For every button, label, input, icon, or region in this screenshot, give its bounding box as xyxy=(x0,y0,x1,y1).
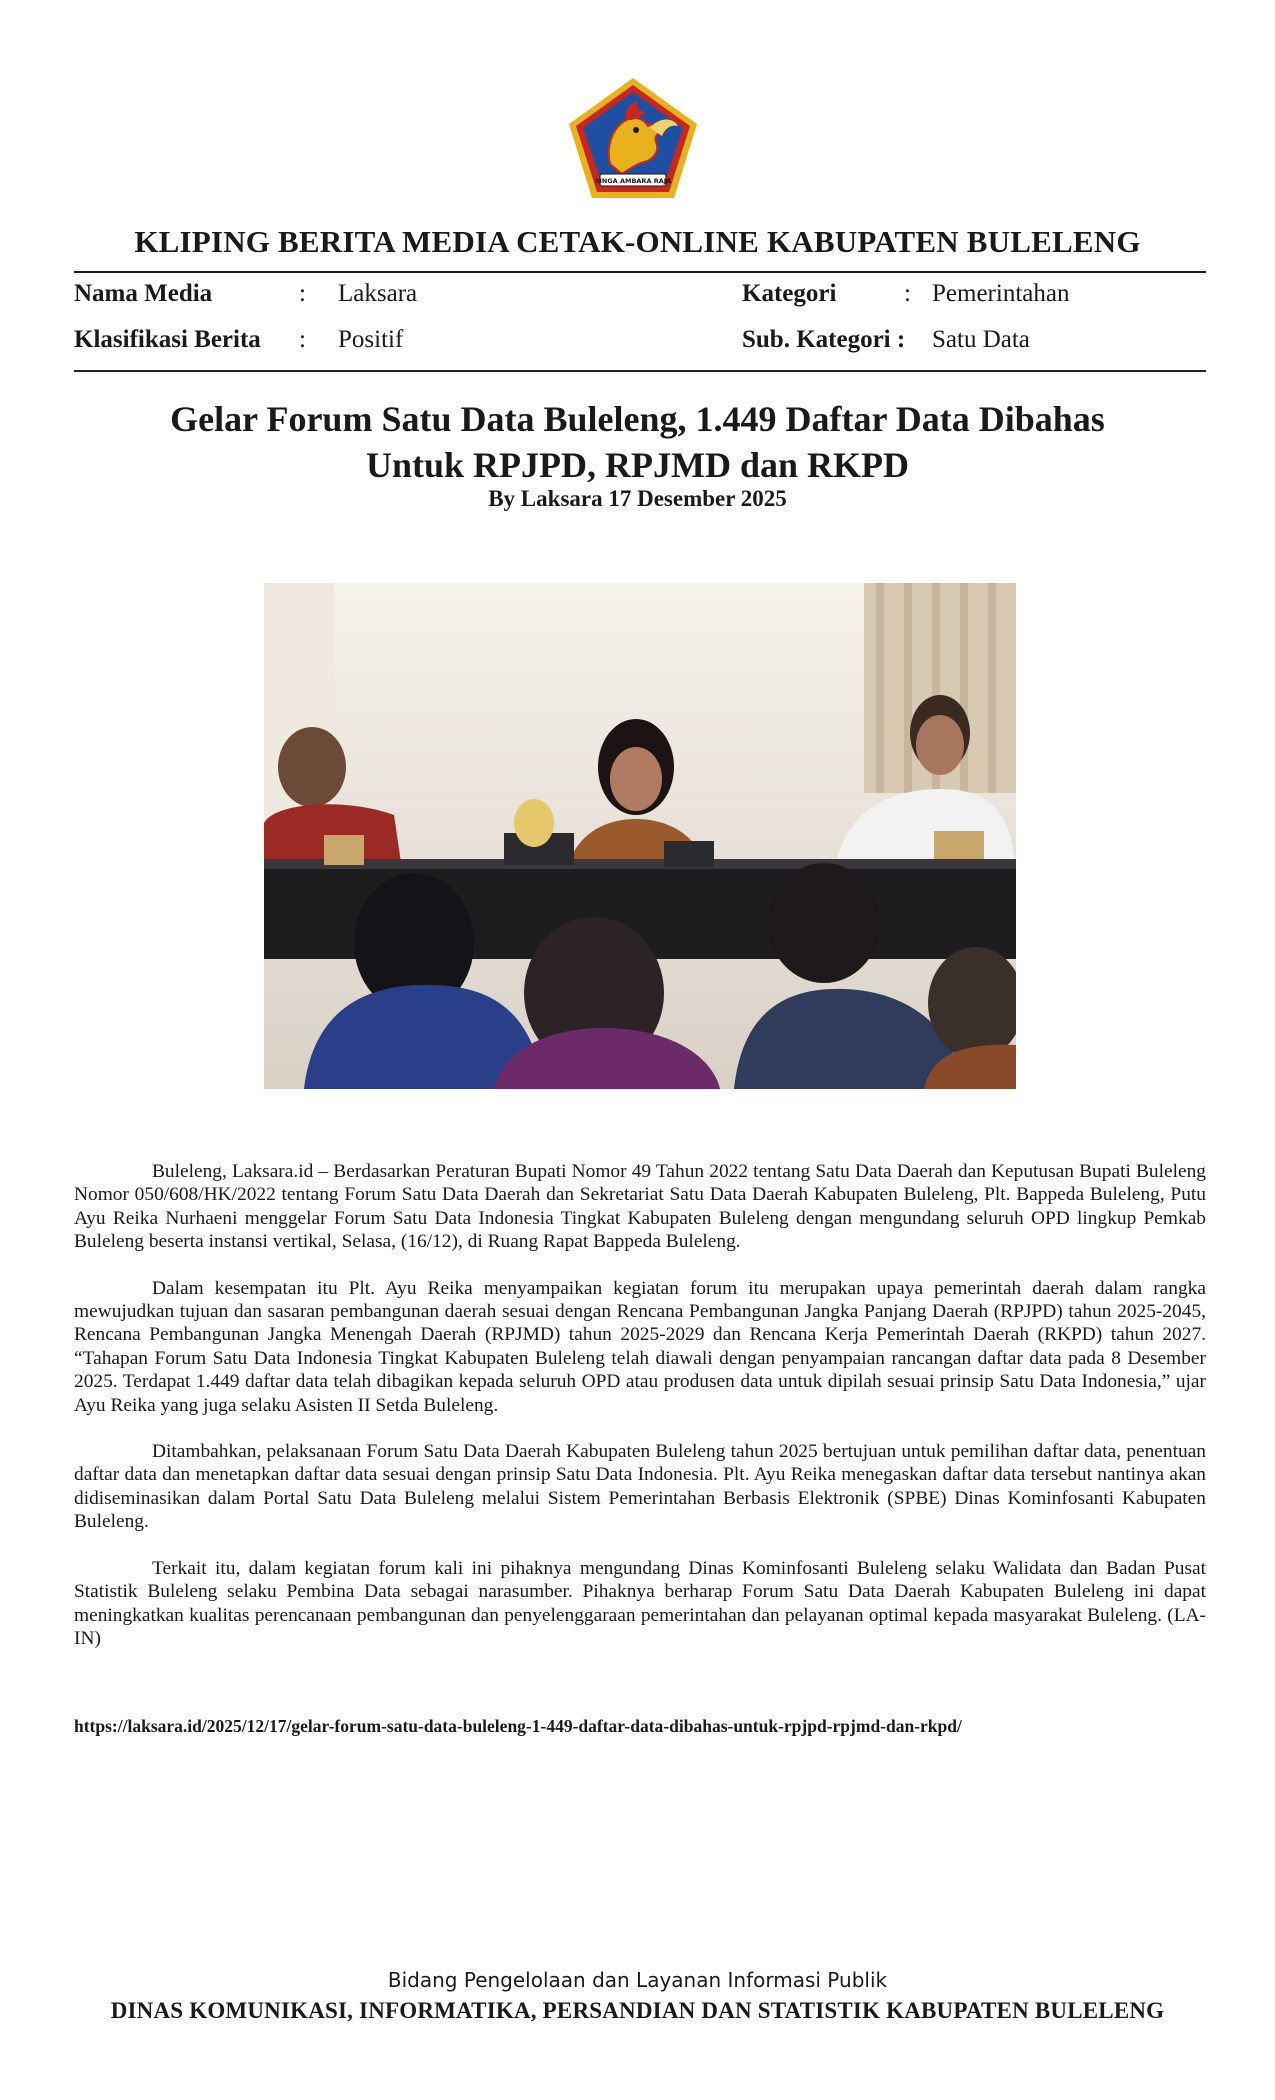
header-divider-bottom xyxy=(74,370,1206,372)
media-separator: : xyxy=(299,280,306,307)
article-paragraph-2: Dalam kesempatan itu Plt. Ayu Reika menyampaikan kegiatan forum itu merupakan upaya pemerintah daerah dalam rangka mewujudkan tujuan dan sasaran pembangunan daerah sesuai dengan Rencana Pembangunan Jangka Panjang Daerah (RPJPD) tahun 2025-2045, Rencana Pembangunan Jangka Menengah Daerah (RPJMD) tahun 2025-2029 dan Rencana Kerja Pemerintah Daerah (RKPD) tahun 2027. “Tahapan Forum Satu Data Indonesia Tingkat Kabupaten Buleleng telah diawali dengan penyampaian rancangan daftar data pada 8 Desember 2025. Terdapat 1.449 daftar data telah dibagikan kepada seluruh OPD atau produsen data untuk dipilah sesuai prinsip Satu Data Indonesia,” ujar Ayu Reika yang juga selaku Asisten II Setda Buleleng. xyxy=(74,1277,1206,1416)
article-headline-line-1: Gelar Forum Satu Data Buleleng, 1.449 Daftar Data Dibahas xyxy=(170,399,1105,439)
meta-row-media xyxy=(74,280,1206,320)
article-paragraph-1: Buleleng, Laksara.id – Berdasarkan Peraturan Bupati Nomor 49 Tahun 2022 tentang Satu Data Daerah dan Keputusan Bupati Buleleng Nomor 050/608/HK/2022 tentang Forum Satu Data Daerah dan Sekretariat Satu Data Daerah Kabupaten Buleleng, Plt. Bappeda Buleleng, Putu Ayu Reika Nurhaeni menggelar Forum Satu Data Indonesia Tingkat Kabupaten Buleleng dengan mengundang seluruh OPD lingkup Pemkab Buleleng beserta instansi vertikal, Selasa, (16/12), di Ruang Rapat Bappeda Buleleng. xyxy=(74,1161,1206,1253)
singa-ambara-raja-emblem-icon xyxy=(566,76,700,200)
clipping-title: KLIPING BERITA MEDIA CETAK-ONLINE KABUPATEN BULELENG xyxy=(134,224,1141,259)
kategori-value: Pemerintahan xyxy=(932,280,1070,307)
article-byline: By Laksara 17 Desember 2025 xyxy=(488,486,787,511)
footer-unit: Bidang Pengelolaan dan Layanan Informasi Publik xyxy=(387,1968,888,1992)
article-paragraph-4: Terkait itu, dalam kegiatan forum kali ini pihaknya mengundang Dinas Kominfosanti Buleleng selaku Walidata dan Badan Pusat Statistik Buleleng selaku Pembina Data sebagai narasumber. Pihaknya berharap Forum Satu Data Daerah Kabupaten Buleleng ini dapat meningkatkan kualitas perencanaan pembangunan dan penyelenggaraan pemerintahan dan pelayanan optimal kepada masyarakat Buleleng. (LA-IN) xyxy=(74,1557,1206,1649)
klasifikasi-separator: : xyxy=(299,326,306,353)
header-divider-top xyxy=(74,271,1206,273)
source-url-link[interactable]: https://laksara.id/2025/12/17/gelar-forum-satu-data-buleleng-1-449-daftar-data-dibahas-untuk-rpjpd-rpjmd-dan-rkpd/ xyxy=(74,1716,962,1736)
article-paragraph-3: Ditambahkan, pelaksanaan Forum Satu Data Daerah Kabupaten Buleleng tahun 2025 bertujuan untuk pemilihan daftar data, penentuan daftar data dan menetapkan daftar data sesuai dengan prinsip Satu Data Indonesia. Plt. Ayu Reika menegaskan daftar data tersebut nantinya akan didiseminasikan dalam Portal Satu Data Buleleng melalui Sistem Pemerintahan Berbasis Elektronik (SPBE) Dinas Kominfosanti Kabupaten Buleleng. xyxy=(74,1441,1206,1533)
meta-row-klasifikasi xyxy=(74,326,1206,366)
article-headline-line-2: Untuk RPJPD, RPJMD dan RKPD xyxy=(365,445,910,485)
subkategori-value: Satu Data xyxy=(932,326,1030,353)
article-body xyxy=(74,1160,1206,1673)
footer-agency: DINAS KOMUNIKASI, INFORMATIKA, PERSANDIAN DAN STATISTIK KABUPATEN BULELENG xyxy=(110,1998,1165,2023)
article-photo xyxy=(264,583,1016,1089)
media-value: Laksara xyxy=(338,280,418,307)
klasifikasi-label: Klasifikasi Berita xyxy=(74,326,261,353)
emblem-motto: SINGA AMBARA RAJA xyxy=(594,177,672,185)
kategori-label: Kategori xyxy=(742,280,837,307)
klasifikasi-value: Positif xyxy=(338,326,404,353)
media-label: Nama Media xyxy=(74,280,213,307)
kategori-separator: : xyxy=(904,280,911,307)
subkategori-label: Sub. Kategori : xyxy=(742,326,906,353)
